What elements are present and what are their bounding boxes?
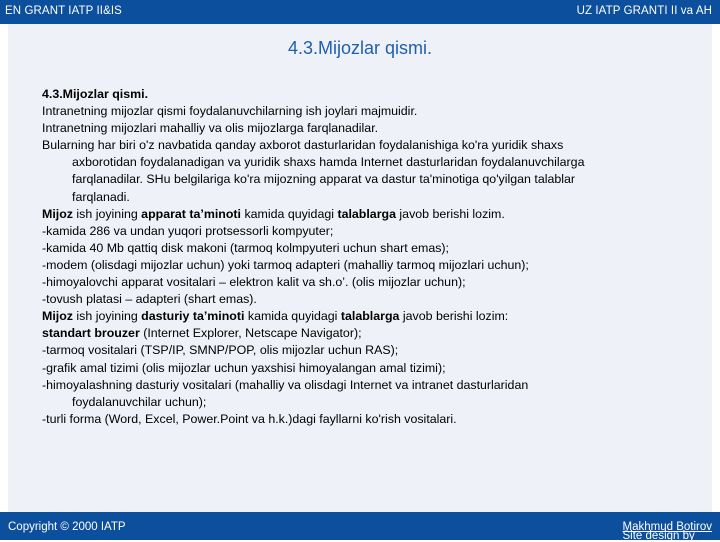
header-left-text: EN GRANT IATP II&IS — [5, 5, 122, 17]
software-item: -grafik amal tizimi (olis mijozlar uchun yaxshisi himoyalangan amal tizimi); — [42, 360, 446, 375]
software-intro-word: Mijoz — [42, 309, 73, 324]
software-item: -himoyalashning dasturiy vositalari (mahalliy va olisdagi Internet va intranet dasturlaridan — [42, 377, 529, 392]
hardware-intro-text-3: javob berishi lozim. — [395, 206, 505, 221]
hardware-item: -modem (olisdagi mijozlar uchun) yoki tarmoq adapteri (mahalliy tarmoq mijozlari uchun); — [42, 257, 529, 272]
software-intro-text-1: ish joyining — [72, 309, 142, 324]
paragraph-3-line-2: axborotidan foydalanadigan va yuridik shaxs hamda Internet dasturlaridan foydalanuvchilarga — [72, 155, 585, 170]
designer-link[interactable]: Makhmud Botirov — [622, 521, 712, 533]
hardware-intro-bold-2: apparat ta’minoti — [141, 206, 241, 221]
hardware-intro-word: Mijoz — [42, 206, 73, 221]
hardware-intro-text-1: ish joyining — [72, 206, 142, 221]
copyright-text: Copyright © 2000 IATP — [8, 521, 126, 533]
paragraph-1: Intranetning mijozlar qismi foydalanuvchilarning ish joylari majmuidir. — [42, 104, 418, 119]
software-intro — [42, 308, 682, 325]
hardware-item: -kamida 40 Mb qattiq disk makoni (tarmoq kolmpyuteri uchun shart emas); — [42, 240, 449, 255]
software-intro-bold-2: dasturiy ta’minoti — [141, 309, 245, 324]
paragraph-3-line-3: farqlanadilar. SHu belgilariga ko'ra mijozning apparat va dastur ta'minotiga qo'yilgan talablar — [72, 172, 576, 187]
hardware-item: -kamida 286 va undan yuqori protsessorli kompyuter; — [42, 223, 334, 238]
slide-body — [42, 86, 682, 428]
software-item: -tarmoq vositalari (TSP/IP, SMNP/POP, olis mijozlar uchun RAS); — [42, 343, 399, 358]
software-intro-text-2: kamida quyidagi — [244, 309, 341, 324]
software-item: -turli forma (Word, Excel, Power.Point va h.k.)dagi fayllarni ko'rish vositalari. — [42, 411, 457, 426]
hardware-item: -himoyalovchi apparat vositalari – elektron kalit va sh.o’. (olis mijozlar uchun); — [42, 275, 466, 290]
software-browser-text: (Internet Explorer, Netscape Navigator); — [139, 326, 362, 341]
hardware-intro — [42, 206, 682, 223]
software-intro-bold-3: talablarga — [340, 309, 400, 324]
hardware-intro-bold-3: talablarga — [337, 206, 396, 221]
design-credit-prefix: Site design by — [622, 530, 695, 542]
slide-title: 4.3.Mijozlar qismi. — [287, 38, 433, 58]
section-heading: 4.3.Mijozlar qismi. — [42, 87, 149, 101]
software-item — [42, 325, 682, 342]
footer-bar — [0, 512, 720, 540]
hardware-intro-text-2: kamida quyidagi — [241, 206, 338, 221]
hardware-item: -tovush platasi – adapteri (shart emas). — [42, 292, 257, 307]
design-credit — [622, 521, 712, 542]
header-right-text: UZ IATP GRANTI II va AH — [576, 5, 712, 17]
paragraph-3-line-1: Bularning har biri o'z navbatida qanday axborot dasturlaridan foydalanishiga ko'ra yuridik shaxs — [42, 138, 564, 153]
software-browser-bold: standart brouzer — [42, 326, 140, 341]
software-intro-text-3: javob berishi lozim: — [399, 309, 509, 324]
paragraph-3-line-4: farqlanadi. — [72, 189, 130, 204]
header-bar — [0, 0, 720, 24]
software-item-continued: foydalanuvchilar uchun); — [72, 394, 207, 409]
paragraph-2: Intranetning mijozlari mahalliy va olis mijozlarga farqlanadilar. — [42, 121, 379, 136]
